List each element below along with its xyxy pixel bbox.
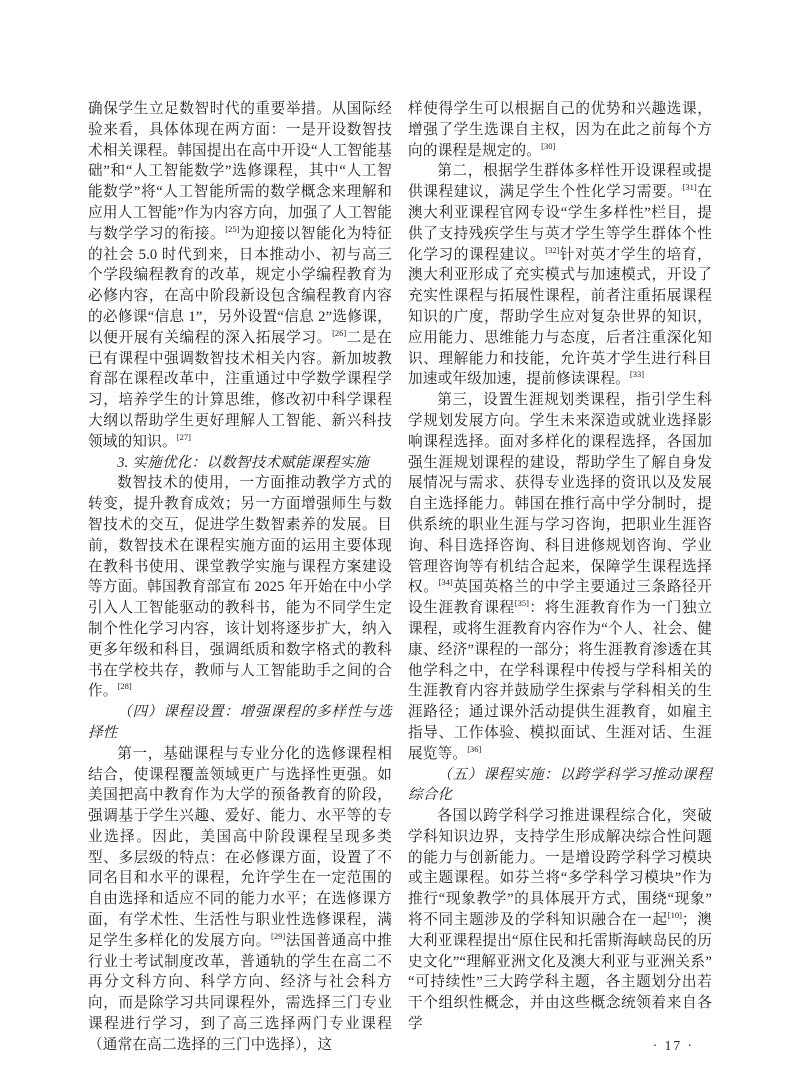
citation-ref: [33] — [629, 369, 645, 380]
paragraph: 数智技术的使用，一方面推动教学方式的转变，提升教育成效；另一方面增强师生与数智技术的交互，促进学生数智素养的发展。目前，数智技术在课程实施方面的运用主要体现在教科书使用、课堂教学实施与课程方案建设等方面。韩国教育部宣布 2025 年开始在中小学引入人工智能驱动的教科书，能为不同学生定制个性化学习内容，该计划将逐步扩大，纳入更多年级和科目，强调纸质和数字格式的教科书在学校共存，教师与人工智能助手之间的合作。[28] — [88, 475, 392, 700]
citation-ref: [35] — [514, 598, 529, 609]
right-column — [408, 99, 712, 1057]
citation-ref: [30] — [541, 140, 556, 151]
citation-ref: [27] — [176, 431, 191, 442]
citation-ref: [31] — [682, 182, 697, 193]
text-columns — [88, 99, 712, 1057]
citation-ref: [25] — [225, 223, 240, 234]
paragraph: 样使得学生可以根据自己的优势和兴趣选课，增强了学生选课自主权，因为在此之前每个方向的课程是规定的。[30] — [408, 101, 712, 159]
citation-ref: [26] — [332, 327, 347, 338]
paragraph: 第一，基础课程与专业分化的选修课程相结合，使课程覆盖领域更广与选择性更强。如美国把高中教育作为大学的预备教育的阶段，强调基于学生兴趣、爱好、能力、水平等的专业选择。因此，美国高中阶段课程呈现多类型、多层级的特点：在必修课方面，设置了不同名目和水平的课程，允许学生在一定范围的自由选择和适应不同的能力水平；在选修课方面，有学术性、生活性与职业性选修课程，满足学生多样化的发展方向。[29]法国普通高中推行业士考试制度改革，普通轨的学生在高二不再分文科方向、科学方向、经济与社会科方向，而是除学习共同课程外，需选择三门专业课程进行学习，到了高三选择两门专业课程（通常在高二选择的三门中选择），这 — [88, 745, 392, 1053]
citation-ref: [36] — [467, 743, 482, 754]
section-heading: （四）课程设置：增强课程的多样性与选择性 — [88, 704, 392, 741]
page-number: · 17 · — [652, 1037, 694, 1053]
paragraph: 第三，设置生涯规划类课程，指引学生科学规划发展方向。学生未来深造或就业选择影响课程选择。面对多样化的课程选择，各国加强生涯规划课程的建设，帮助学生了解自身发展情况与需求、获得专业选择的资讯以及发展自主选择能力。韩国在推行高中学分制时，提供系统的职业生涯与学习咨询，把职业生涯咨询、科目选择咨询、科目进修规划咨询、学业管理咨询等有机结合起来，保障学生课程选择权。[34]英国英格兰的中学主要通过三条路径开设生涯教育课程[35]：将生涯教育作为一门独立课程，或将生涯教育内容作为“个人、社会、健康、经济”课程的一部分；将生涯教育渗透在其他学科之中，在学科课程中传授与学科相关的生涯教育内容并鼓励学生探索与学科相关的生涯路径；通过课外活动提供生涯教育，如雇主指导、工作体验、模拟面试、生涯对话、生涯展览等。[36] — [408, 392, 712, 762]
paragraph: 第二，根据学生群体多样性开设课程或提供课程建议，满足学生个性化学习需要。[31]在澳大利亚课程官网专设“学生多样性”栏目，提供了支持残疾学生与英才学生等学生群体个性化学习的课程建议。[32]针对英才学生的培育，澳大利亚形成了充实模式与加速模式，开设了充实性课程与拓展性课程，前者注重拓展课程知识的广度，帮助学生应对复杂世界的知识，应用能力、思维能力与态度，后者注重深化知识、理解能力和技能，允许英才学生进行科目加速或年级加速，提前修读课程。[33] — [408, 163, 713, 388]
paragraph: 各国以跨学科学习推进课程综合化，突破学科知识边界，支持学生形成解决综合性问题的能力与创新能力。一是增设跨学科学习模块或主题课程。如芬兰将“多学科学习模块”作为推行“现象教学”的具体展开方式，围绕“现象”将不同主题涉及的学科知识融合在一起[10]；澳大利亚课程提出“原住民和托雷斯海峡岛民的历史文化”“理解亚洲文化及澳大利亚与亚洲关系”“可持续性”三大跨学科主题，各主题划分出若干个组织性概念，并由这些概念统领着来自各学 — [408, 808, 712, 1033]
section-heading: （五）课程实施：以跨学科学习推动课程综合化 — [408, 766, 712, 804]
citation-ref: [34] — [438, 577, 453, 588]
paragraph: 确保学生立足数智时代的重要举措。从国际经验来看，具体体现在两方面：一是开设数智技术相关课程。韩国提出在高中开设“人工智能基础”和“人工智能数学”选修课程，其中“人工智能数学”将“人工智能所需的数学概念来理解和应用人工智能”作为内容方向，加强了人工智能与数学学习的衔接。[25]为迎接以智能化为特征的社会 5.0 时代到来，日本推动小、初与高三个学段编程教育的改革，规定小学编程教育为必修内容，在高中阶段新设包含编程教育内容的必修课“信息 1”，另外设置“信息 2”选修课，以便开展有关编程的深入拓展学习。[26]二是在已有课程中强调数智技术相关内容。新加坡教育部在课程改革中，注重通过中学数学课程学习，培养学生的计算思维，修改初中科学课程大纲以帮助学生更好理解人工智能、新兴科技领域的知识。[27] — [88, 101, 392, 450]
citation-ref: [10] — [667, 910, 682, 921]
citation-ref: [29] — [271, 931, 286, 942]
citation-ref: [32] — [545, 244, 560, 255]
left-column — [88, 99, 392, 1057]
section-heading: 3. 实施优化：以数智技术赋能课程实施 — [117, 454, 370, 471]
citation-ref: [28] — [117, 681, 132, 692]
